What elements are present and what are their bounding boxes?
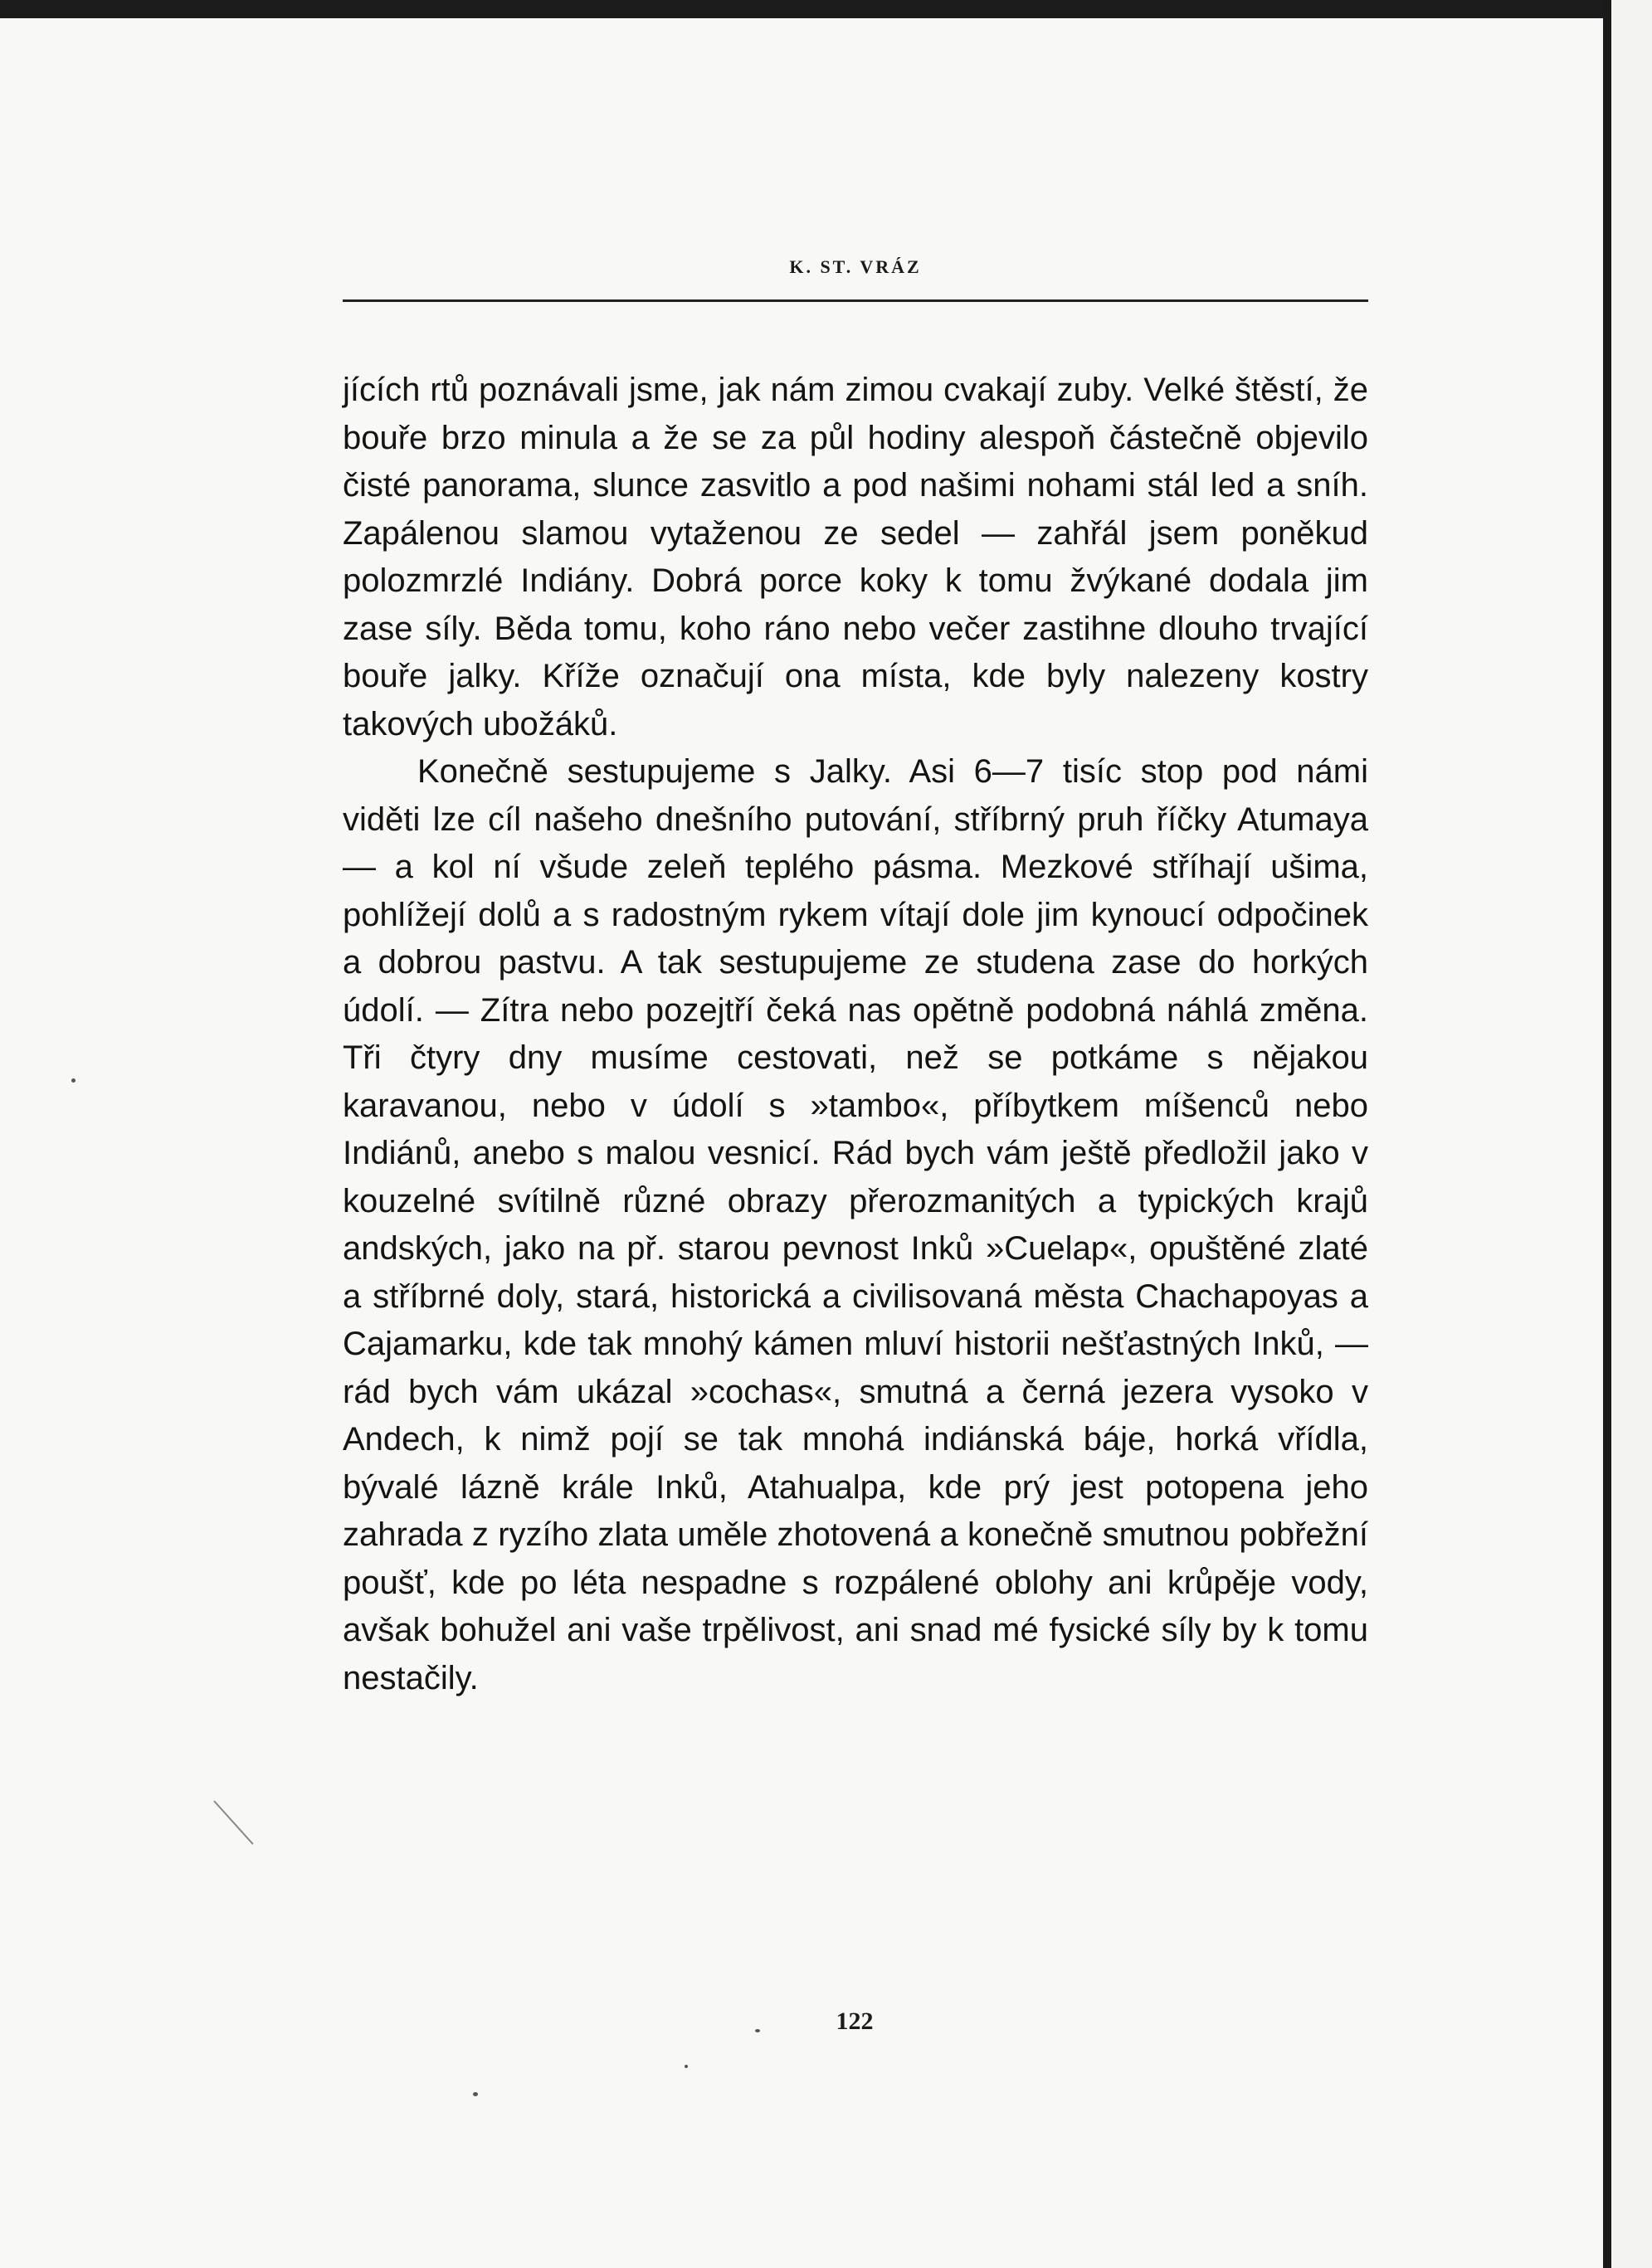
scan-top-border <box>0 0 1652 18</box>
dust-speck <box>685 2065 688 2068</box>
running-header: K. ST. VRÁZ <box>789 256 922 277</box>
scan-right-edge <box>1603 0 1652 2268</box>
dust-speck <box>755 2029 760 2032</box>
book-page <box>0 18 1603 2268</box>
page-number: 122 <box>836 2008 874 2035</box>
scan-scratch <box>213 1800 253 1844</box>
scan-edge-band <box>1603 0 1611 2268</box>
body-text <box>343 367 1368 1702</box>
dust-speck <box>71 1078 76 1083</box>
paragraph-1: jících rtů poznávali jsme, jak nám zimou cvakají zuby. Velké štěstí, že bouře brzo minula a že se za půl hodiny alespoň částečně objevilo čisté panorama, slunce zasvitlo a pod našimi nohami stál led a sníh. Zapálenou slamou vytaženou ze sedel — zahřál jsem poněkud polozmrzlé Indiány. Dobrá porce koky k tomu žvýkané dodala jim zase síly. Běda tomu, koho ráno nebo večer zastihne dlouho trvající bouře jalky. Kříže označují ona místa, kde byly nalezeny kostry takových ubožáků. <box>343 372 1368 742</box>
paragraph-2: Konečně sestupujeme s Jalky. Asi 6—7 tisíc stop pod námi viděti lze cíl našeho dnešního putování, stříbrný pruh říčky Atumaya — a kol ní všude zeleň teplého pásma. Mezkové stříhají ušima, pohlížejí dolů a s radostným rykem vítají dole jim kynoucí odpočinek a dobrou pastvu. A tak sestupujeme ze studena zase do horkých údolí. — Zítra nebo pozejtří čeká nas opětně podobná náhlá změna. Tři čtyry dny musíme cestovati, než se potkáme s nějakou karavanou, nebo v údolí s »tambo«, příbytkem míšenců nebo Indiánů, anebo s malou vesnicí. Rád bych vám ještě předložil jako v kouzelné svítilně různé obrazy přerozmanitých a typických krajů andských, jako na př. starou pevnost Inků »Cuelap«, opuštěné zlaté a stříbrné doly, stará, historická a civilisovaná města Chachapoyas a Cajamarku, kde tak mnohý kámen mluví historii nešťastných Inků, — rád bych vám ukázal »cochas«, smutná a černá jezera vysoko v Andech, k nimž pojí se tak mnohá indiánská báje, horká vřídla, bývalé lázně krále Inků, Atahualpa, kde prý jest potopena jeho zahrada z ryzího zlata uměle zhotovená a konečně smutnou pobřežní poušť, kde po léta nespadne s rozpálené oblohy ani krůpěje vody, avšak bohužel ani vaše trpělivost, ani snad mé fysické síly by k tomu nestačily. <box>343 753 1368 1696</box>
header-rule <box>343 299 1368 302</box>
dust-speck <box>473 2092 478 2096</box>
